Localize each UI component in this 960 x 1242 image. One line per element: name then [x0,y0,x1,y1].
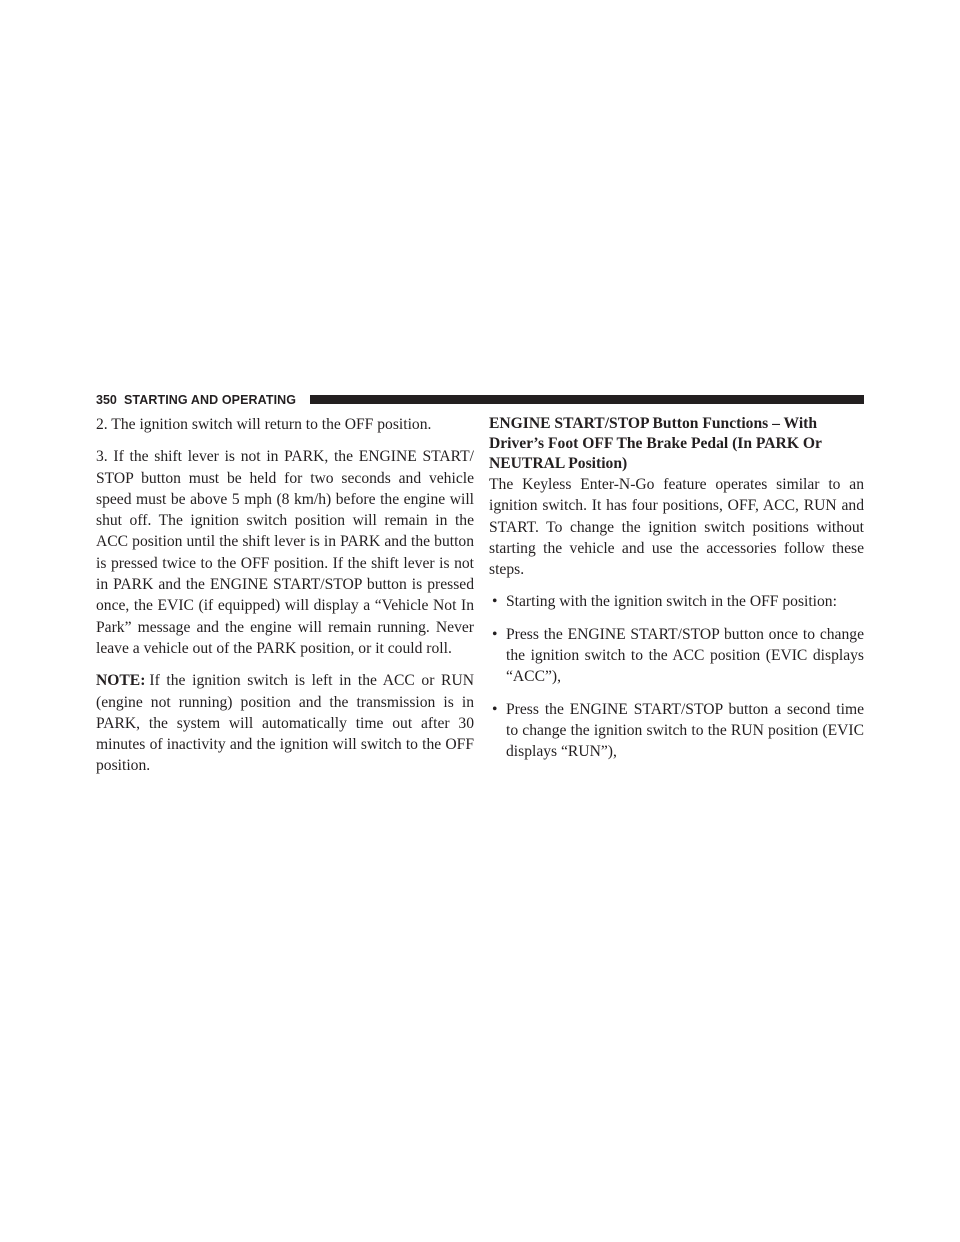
bullet-icon: • [492,700,498,718]
intro-paragraph: The Keyless Enter-N-Go feature operates similar to an ignition switch. It has four positions, OFF, ACC, RUN and START. To change the ignition switch positions without starting the vehicle and use the accessories follow these steps. [489,476,864,579]
bullet-icon: • [492,625,498,643]
note-label: NOTE: [96,672,146,690]
list-item [489,699,864,763]
paragraph-step-2: 2. The ignition switch will return to the OFF position. [96,416,432,433]
section-title: STARTING AND OPERATING [124,393,297,407]
bullet-icon: • [492,593,498,611]
list-item-text: Press the ENGINE START/STOP button a second time to change the ignition switch to the RUN position (EVIC displays “RUN”), [506,700,864,761]
paragraph-step-3: 3. If the shift lever is not in PARK, the ENGINE START/ STOP button must be held for two seconds and vehicle speed must be above 5 mph (8 km/h) before the engine will shut off. The ignition switch position will remain in the ACC position until the shift lever is in PARK and the button is pressed twice to the OFF position. If the shift lever is not in PARK and the ENGINE START/STOP button is pressed once, the EVIC (if equipped) will display a “Vehicle Not In Park” message and the engine will remain running. Never leave a vehicle out of the PARK position, or it could roll. [96,448,474,657]
page-header [96,391,864,409]
steps-list [489,591,864,762]
right-column [489,414,864,774]
list-item-text: Press the ENGINE START/STOP button once to change the ignition switch to the ACC position (EVIC displays “ACC”), [506,625,864,686]
page-number: 350 [96,393,117,407]
header-rule [310,395,864,404]
note-text: If the ignition switch is left in the ACC or RUN (engine not running) position and the transmission is in PARK, the system will automatically time out after 30 minutes of inactivity and the ignition will switch to the OFF position. [96,672,474,775]
list-item-text: Starting with the ignition switch in the OFF position: [506,593,837,611]
note-paragraph [96,670,474,776]
list-item [489,591,864,612]
list-item [489,624,864,688]
section-heading: ENGINE START/STOP Button Functions – With Driver’s Foot OFF The Brake Pedal (In PARK Or NEUTRAL Position) [489,415,822,472]
left-column [96,414,474,788]
